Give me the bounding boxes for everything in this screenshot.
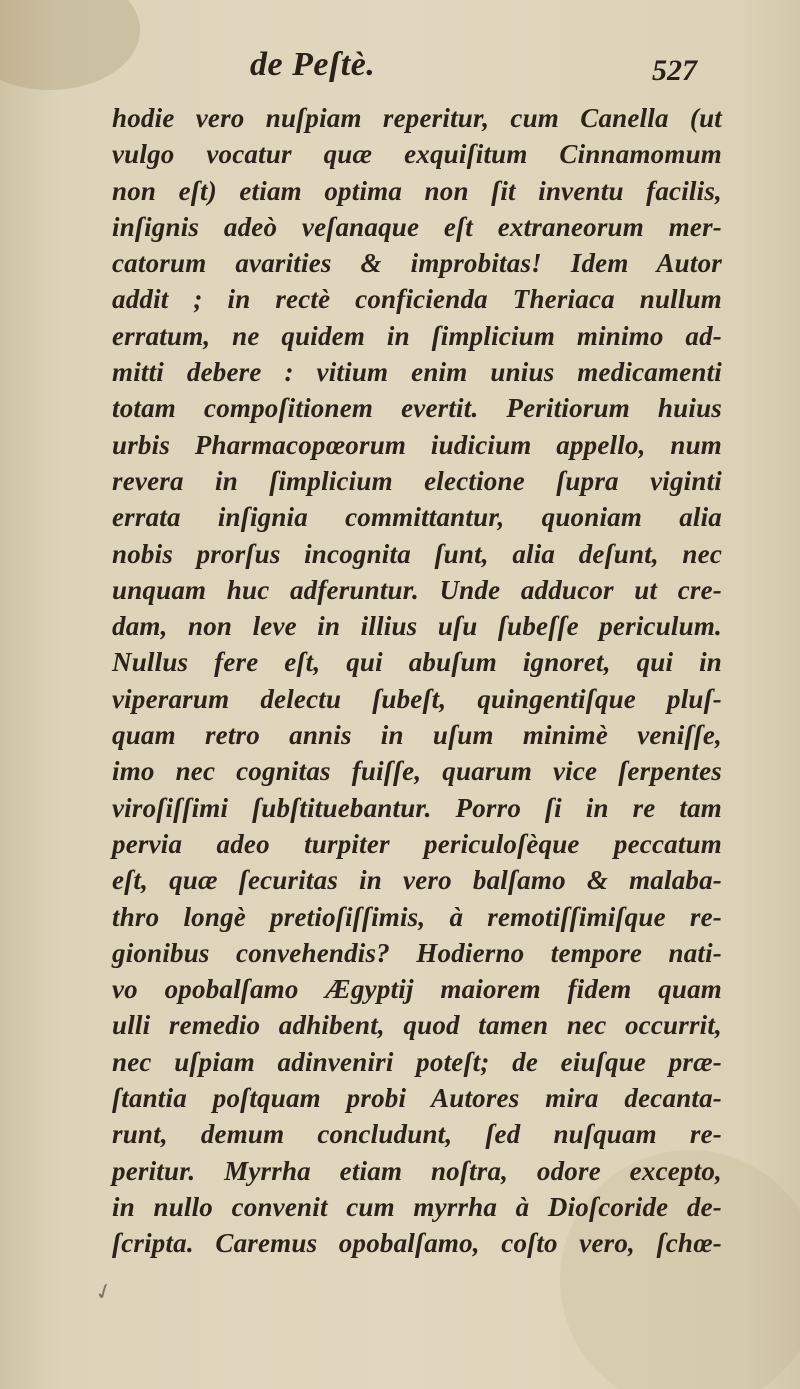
text-line: pervia adeo turpiter periculoſèque peccatum bbox=[112, 828, 722, 859]
text-line: thro longè pretioſiſſimis, à remotiſſimiſque re- bbox=[112, 901, 722, 932]
text-line: vulgo vocatur quæ exquiſitum Cinnamomum bbox=[112, 139, 722, 170]
pencil-check-mark: ✓ bbox=[91, 1277, 118, 1308]
text-line: dam, non leve in illius uſu ſubeſſe periculum. bbox=[112, 611, 722, 642]
text-line: hodie vero nuſpiam reperitur, cum Canella (ut bbox=[112, 103, 722, 133]
text-line: gionibus convehendis? Hodierno tempore nati- bbox=[112, 937, 722, 968]
text-line: erratum, ne quidem in ſimplicium minimo ad- bbox=[112, 320, 722, 351]
text-line: urbis Pharmacopœorum iudicium appello, num bbox=[112, 429, 722, 460]
text-line: revera in ſimplicium electione ſupra viginti bbox=[112, 465, 722, 496]
text-line: ulli remedio adhibent, quod tamen nec occurrit, bbox=[112, 1010, 722, 1041]
text-line: vo opobalſamo Ægyptij maiorem fidem quam bbox=[112, 974, 722, 1005]
text-line: mitti debere : vitium enim unius medicamenti bbox=[112, 357, 722, 388]
text-line: imo nec cognitas fuiſſe, quarum vice ſerpentes bbox=[112, 756, 722, 787]
text-line: in nullo convenit cum myrrha à Dioſcoride de- bbox=[112, 1191, 722, 1222]
text-line: viroſiſſimi ſubſtituebantur. Porro ſi in re tam bbox=[112, 792, 722, 823]
body-text bbox=[112, 100, 722, 1262]
page-header bbox=[0, 40, 800, 100]
text-line: errata inſignia committantur, quoniam alia bbox=[112, 502, 722, 533]
text-line: ſcripta. Caremus opobalſamo, coſto vero, ſchœ- bbox=[112, 1228, 722, 1259]
text-line: runt, demum concludunt, ſed nuſquam re- bbox=[112, 1119, 722, 1150]
text-line: unquam huc adferuntur. Unde adducor ut cre- bbox=[112, 574, 722, 605]
text-line: Nullus fere eſt, qui abuſum ignoret, qui in bbox=[112, 647, 722, 678]
text-line: inſignis adeò veſanaque eſt extraneorum mer- bbox=[112, 211, 722, 242]
text-line: nec uſpiam adinveniri poteſt; de eiuſque præ- bbox=[112, 1046, 722, 1077]
page-number: 527 bbox=[652, 54, 697, 87]
text-line: ſtantia poſtquam probi Autores mira decanta- bbox=[112, 1083, 722, 1114]
text-line: catorum avarities & improbitas! Idem Autor bbox=[112, 248, 722, 279]
text-line: totam compoſitionem evertit. Peritiorum huius bbox=[112, 393, 722, 424]
text-line: peritur. Myrrha etiam noſtra, odore excepto, bbox=[112, 1155, 722, 1186]
text-line: eſt, quæ ſecuritas in vero balſamo & malaba- bbox=[112, 865, 722, 896]
text-line: non eſt) etiam optima non ſit inventu facilis, bbox=[112, 175, 722, 206]
text-line: nobis prorſus incognita ſunt, alia deſunt, nec bbox=[112, 538, 722, 569]
text-line: viperarum delectu ſubeſt, quingentiſque pluſ- bbox=[112, 683, 722, 714]
text-line: quam retro annis in uſum minimè veniſſe, bbox=[112, 720, 722, 751]
running-head: de Peſtè. bbox=[250, 46, 376, 83]
text-line: addit ; in rectè conficienda Theriaca nullum bbox=[112, 284, 722, 315]
